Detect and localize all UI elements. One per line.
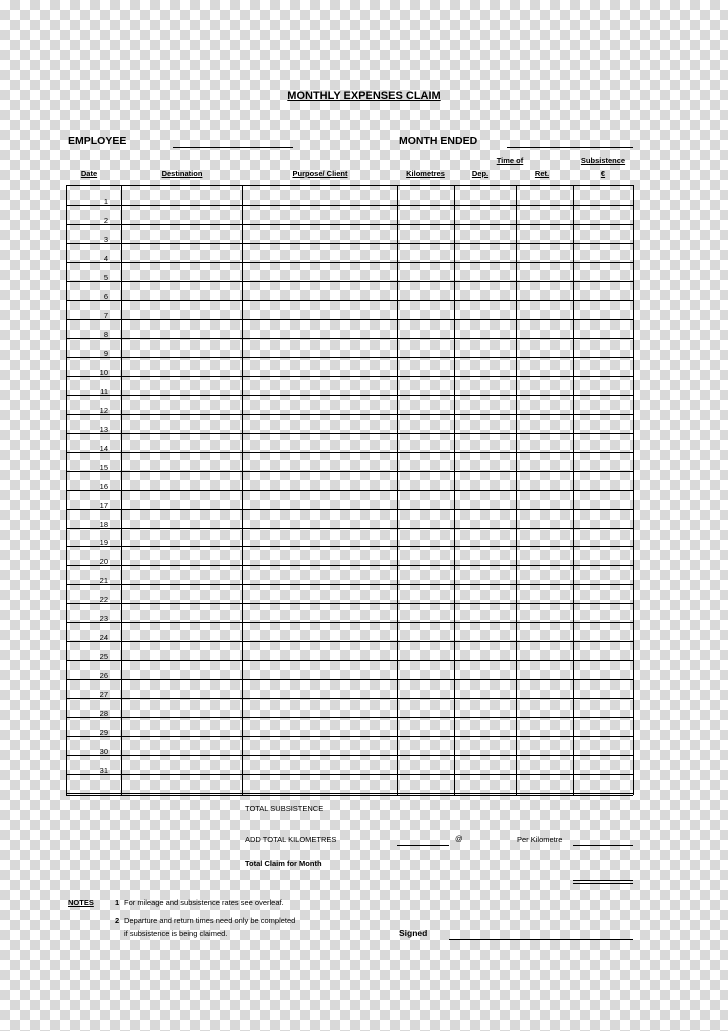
header-time-of: Time of <box>496 156 524 165</box>
add-total-km-label: ADD TOTAL KILOMETRES <box>245 835 337 844</box>
row-number: 15 <box>99 463 108 472</box>
table-row-divider <box>66 376 633 377</box>
table-row-divider <box>66 243 633 244</box>
header-kilometres: Kilometres <box>406 169 445 178</box>
row-number: 14 <box>99 444 108 453</box>
total-claim-label: Total Claim for Month <box>245 859 322 868</box>
total-claim-field-top[interactable] <box>573 880 633 881</box>
month-ended-label: MONTH ENDED <box>399 135 478 147</box>
note-1-text: For mileage and subsistence rates see overleaf. <box>124 898 284 907</box>
row-number: 28 <box>99 709 108 718</box>
table-row-divider <box>66 490 633 491</box>
per-km-field[interactable] <box>573 845 633 846</box>
row-number: 30 <box>99 747 108 756</box>
table-row-divider <box>66 584 633 585</box>
row-number: 16 <box>99 482 108 491</box>
table-row-divider <box>66 546 633 547</box>
header-dep: Dep. <box>471 169 489 178</box>
header-ret: Ret. <box>534 169 550 178</box>
table-row-divider <box>66 357 633 358</box>
table-row-divider <box>66 414 633 415</box>
row-number: 7 <box>103 311 108 320</box>
table-row-divider <box>66 698 633 699</box>
table-row-divider <box>66 774 633 775</box>
table-row-divider <box>66 205 633 206</box>
row-number: 26 <box>99 671 108 680</box>
row-number: 12 <box>99 406 108 415</box>
row-number: 27 <box>99 690 108 699</box>
row-number: 2 <box>103 216 108 225</box>
table-top-border <box>66 185 633 186</box>
notes-label: NOTES <box>68 898 94 907</box>
row-number: 4 <box>103 254 108 263</box>
header-subsistence: Subsistence <box>580 156 626 165</box>
table-row-divider <box>66 793 633 794</box>
row-number: 8 <box>103 330 108 339</box>
row-number: 13 <box>99 425 108 434</box>
signature-field[interactable] <box>449 939 633 940</box>
total-subsistence-label: TOTAL SUBSISTENCE <box>245 804 324 813</box>
total-km-field[interactable] <box>397 845 449 846</box>
note-2-number: 2 <box>115 916 120 925</box>
table-row-divider <box>66 717 633 718</box>
row-number: 10 <box>99 368 108 377</box>
row-number: 23 <box>99 614 108 623</box>
row-number: 19 <box>99 538 108 547</box>
per-km-label: Per Kilometre <box>517 835 563 844</box>
row-number: 9 <box>103 349 108 358</box>
table-row-divider <box>66 622 633 623</box>
header-destination: Destination <box>161 169 203 178</box>
row-number: 5 <box>103 273 108 282</box>
row-number: 11 <box>100 387 108 396</box>
header-purpose-client: Purpose/ Client <box>292 169 348 178</box>
row-number: 24 <box>99 633 108 642</box>
row-number: 17 <box>99 501 108 510</box>
table-row-divider <box>66 224 633 225</box>
employee-field[interactable] <box>173 147 293 148</box>
table-column-divider <box>633 185 634 795</box>
row-number: 18 <box>99 520 108 529</box>
row-number: 1 <box>103 197 108 206</box>
note-1-number: 1 <box>115 898 120 907</box>
table-row-divider <box>66 281 633 282</box>
total-claim-field-bottom <box>573 883 633 884</box>
row-number: 21 <box>99 576 108 585</box>
month-ended-field[interactable] <box>507 147 633 148</box>
employee-label: EMPLOYEE <box>68 135 127 147</box>
table-row-divider <box>66 471 633 472</box>
table-row-divider <box>66 395 633 396</box>
table-row-divider <box>66 679 633 680</box>
header-date: Date <box>80 169 98 178</box>
form-title: MONTHLY EXPENSES CLAIM <box>287 90 441 102</box>
table-row-divider <box>66 736 633 737</box>
row-number: 20 <box>99 557 108 566</box>
table-row-divider <box>66 452 633 453</box>
table-row-divider <box>66 565 633 566</box>
table-row-divider <box>66 433 633 434</box>
table-bottom-border <box>66 795 633 796</box>
table-row-divider <box>66 262 633 263</box>
row-number: 29 <box>99 728 108 737</box>
table-row-divider <box>66 660 633 661</box>
table-row-divider <box>66 528 633 529</box>
table-row-divider <box>66 300 633 301</box>
table-row-divider <box>66 338 633 339</box>
row-number: 25 <box>99 652 108 661</box>
table-row-divider <box>66 603 633 604</box>
row-number: 31 <box>99 766 108 775</box>
signed-label: Signed <box>399 928 428 938</box>
table-row-divider <box>66 641 633 642</box>
note-2-text-line1: Departure and return times need only be completed <box>124 916 296 925</box>
table-row-divider <box>66 755 633 756</box>
table-row-divider <box>66 319 633 320</box>
table-row-divider <box>66 509 633 510</box>
row-number: 22 <box>99 595 108 604</box>
note-2-text-line2: if subsistence is being claimed. <box>124 929 228 938</box>
at-symbol: @ <box>455 834 463 843</box>
row-number: 6 <box>103 292 108 301</box>
row-number: 3 <box>103 235 108 244</box>
header-euro: € <box>600 169 606 178</box>
